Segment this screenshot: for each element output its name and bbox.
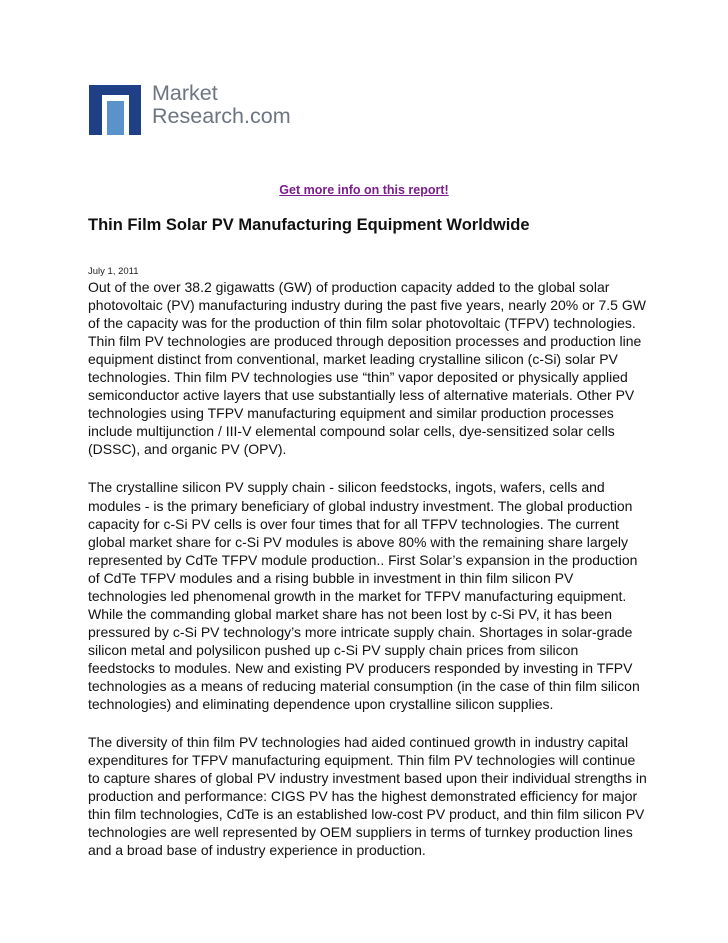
market-research-logo-icon [89, 85, 141, 135]
logo-wordmark [152, 82, 291, 128]
body-paragraph-3: The diversity of thin film PV technologies had aided continued growth in industry capital expenditures for TFPV manufacturing equipment. Thin film PV technologies will continue to capture shares of global PV industry investment based upon their individual strengths in production and performance: CIGS PV has the highest demonstrated efficiency for major thin film technologies, CdTe is an established low-cost PV product, and thin film silicon PV technologies are well represented by OEM suppliers in terms of turnkey production lines and a broad base of industry experience in production. [88, 734, 647, 859]
document-title: Thin Film Solar PV Manufacturing Equipment Worldwide [88, 216, 530, 234]
logo-line-2: Research.com [152, 104, 291, 128]
get-more-info-link[interactable]: Get more info on this report! [279, 183, 449, 197]
logo [89, 82, 309, 134]
body-paragraph-1: Out of the over 38.2 gigawatts (GW) of production capacity added to the global solar photovoltaic (PV) manufacturing industry during the past five years, nearly 20% or 7.5 GW of the capacity was for the production of thin film solar photovoltaic (TFPV) technologies. Thin film PV technologies are produced through deposition processes and production line equipment distinct from conventional, market leading crystalline silicon (c-Si) solar PV technologies. Thin film PV technologies use “thin” vapor deposited or physically applied semiconductor active layers that use substantially less of alternative materials. Other PV technologies using TFPV manufacturing equipment and similar production processes include multijunction / III-V elemental compound solar cells, dye-sensitized solar cells (DSSC), and organic PV (OPV). [88, 279, 646, 458]
publication-date: July 1, 2011 [88, 266, 139, 277]
logo-line-1: Market [152, 81, 218, 105]
document-body [88, 276, 648, 879]
body-paragraph-2: The crystalline silicon PV supply chain - silicon feedstocks, ingots, wafers, cells and modules - is the primary beneficiary of global industry investment. The global production capacity for c-Si PV cells is over four times that for all TFPV technologies. The current global market share for c-Si PV modules is above 80% with the remaining share largely represented by CdTe TFPV module production.. First Solar’s expansion in the production of CdTe TFPV modules and a rising bubble in investment in thin film silicon PV technologies led phenomenal growth in the market for TFPV manufacturing equipment. While the commanding global market share has not been lost by c-Si PV, it has been pressured by c-Si PV technology’s more intricate supply chain. Shortages in solar-grade silicon metal and polysilicon pushed up c-Si PV supply chain prices from silicon feedstocks to modules. New and existing PV producers responded by investing in TFPV technologies as a means of reducing material consumption (in the case of thin film silicon technologies) and eliminating dependence upon crystalline silicon supplies. [88, 479, 640, 713]
